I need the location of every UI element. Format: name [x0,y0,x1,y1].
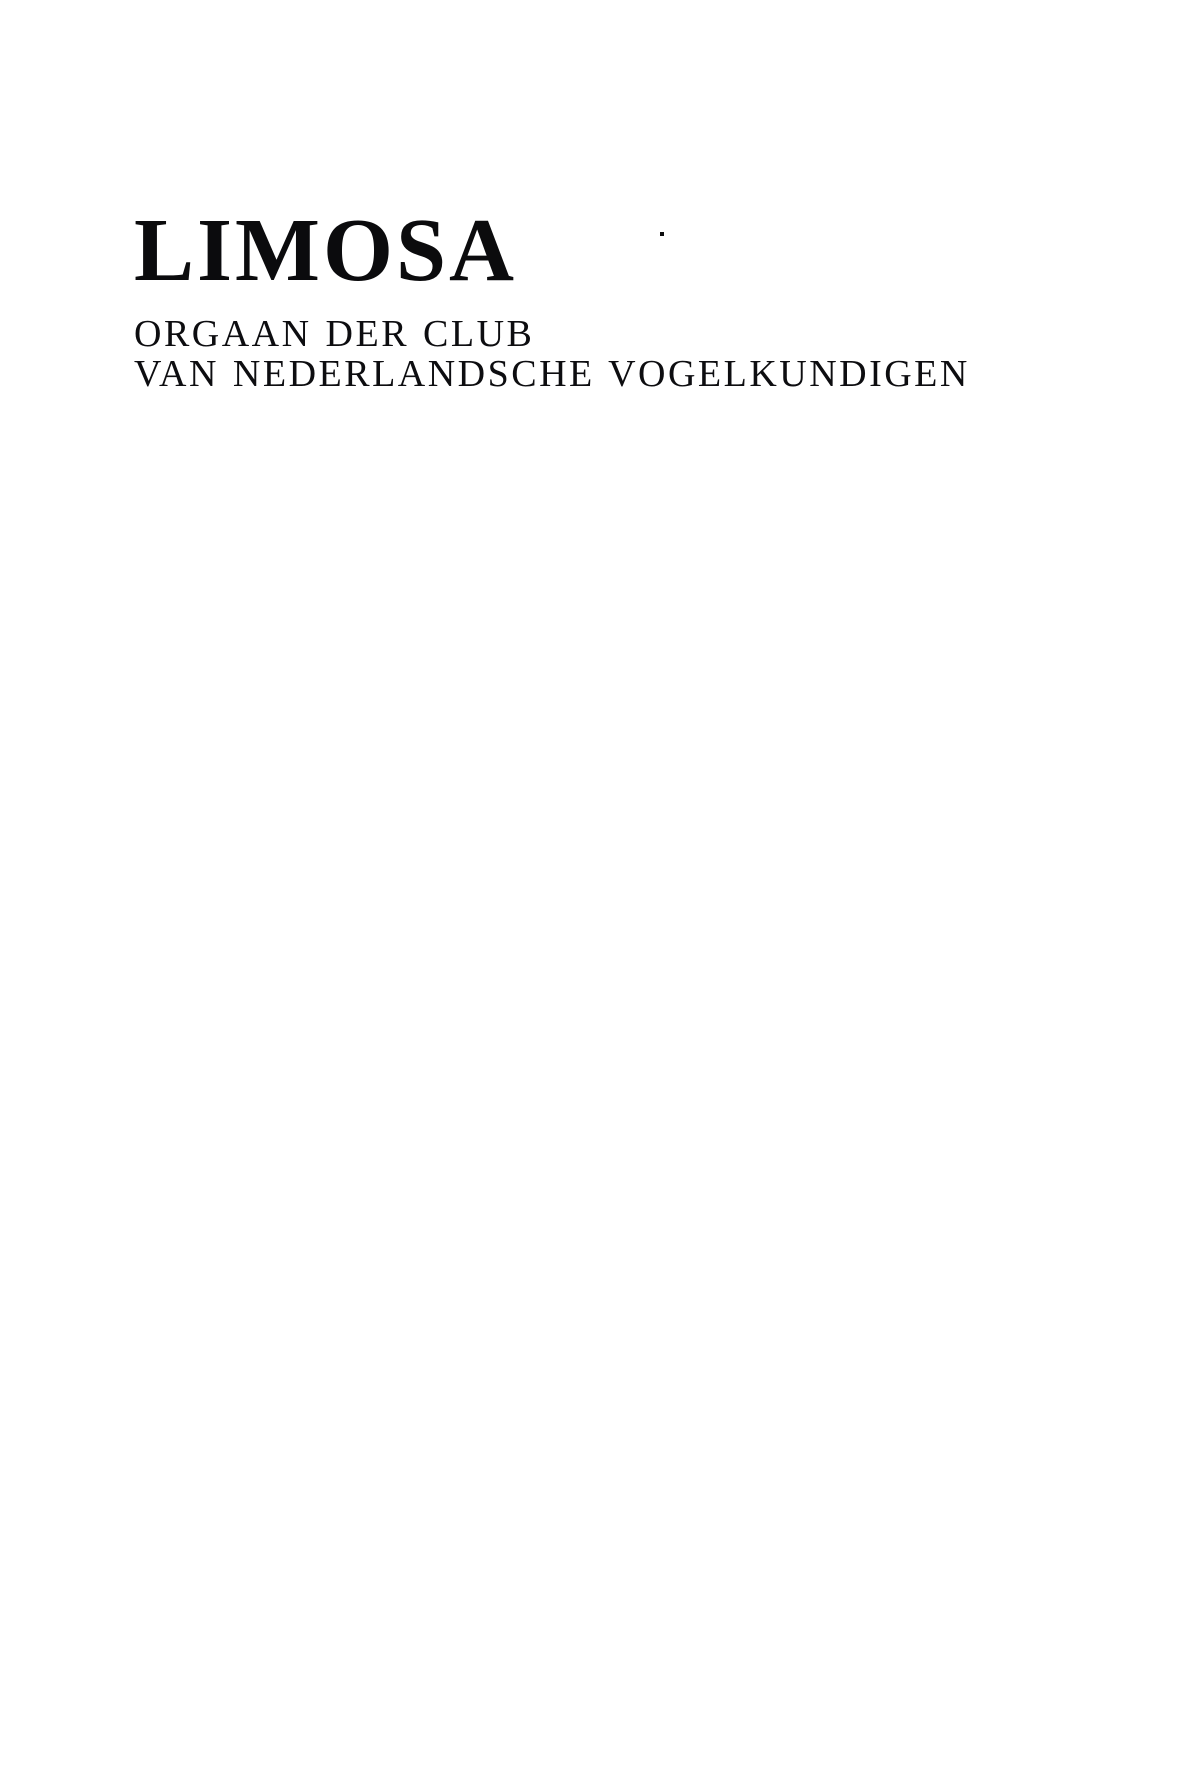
subtitle-line-1: ORGAAN DER CLUB [134,313,535,355]
journal-subtitle [134,314,970,394]
ink-speck [660,232,664,236]
subtitle-line-2: VAN NEDERLANDSCHE VOGELKUNDIGEN [134,353,970,395]
journal-title: LIMOSA [134,201,518,300]
